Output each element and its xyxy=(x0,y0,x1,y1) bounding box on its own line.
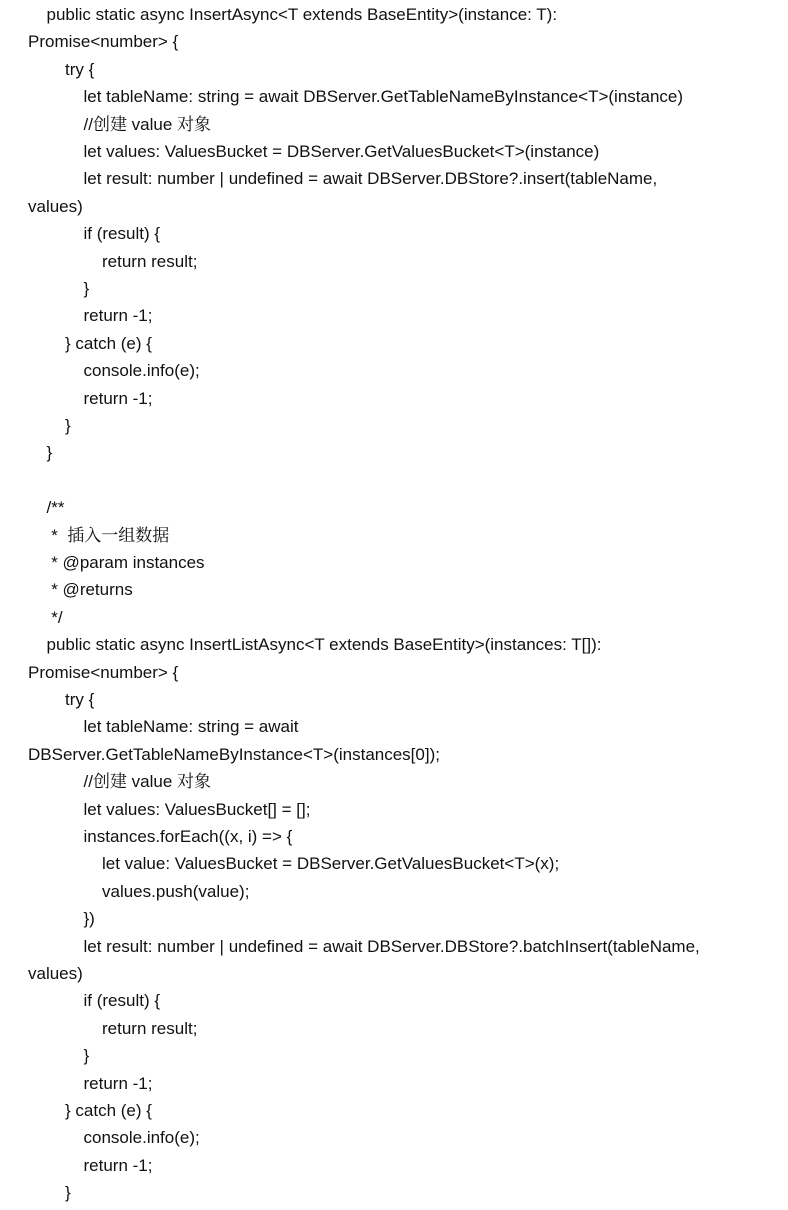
code-line: /** xyxy=(46,498,65,518)
code-line: values) xyxy=(28,964,83,983)
code-line: try { xyxy=(65,59,95,79)
code-line: console.info(e); xyxy=(83,361,200,381)
code-line: } xyxy=(65,416,71,435)
code-line: public static async InsertListAsync<T extends BaseEntity>(instances: T[]): xyxy=(46,635,602,655)
code-line: let tableName: string = await xyxy=(83,717,299,737)
code-line: DBServer.GetTableNameByInstance<T>(instances[0]); xyxy=(28,744,440,764)
code-line: return -1; xyxy=(83,1155,153,1175)
code-line: } catch (e) { xyxy=(65,1101,152,1120)
code-line: let values: ValuesBucket = DBServer.GetValuesBucket<T>(instance) xyxy=(83,142,600,161)
code-line: } xyxy=(83,279,90,298)
code-line: try { xyxy=(65,690,95,709)
code-line: }) xyxy=(83,909,95,929)
code-line: Promise<number> { xyxy=(28,662,179,682)
code-line: return -1; xyxy=(83,1073,153,1093)
code-line: let result: number | undefined = await DBServer.DBStore?.insert(tableName, xyxy=(83,169,658,189)
code-line: let values: ValuesBucket[] = []; xyxy=(83,799,311,819)
code-line: //创建 value 对象 xyxy=(83,772,212,792)
code-line: } catch (e) { xyxy=(65,333,152,353)
code-line: let result: number | undefined = await DBServer.DBStore?.batchInsert(tableName, xyxy=(83,936,700,956)
code-line: public static async InsertAsync<T extends BaseEntity>(instance: T): xyxy=(46,5,558,24)
code-line: */ xyxy=(46,607,63,627)
code-line: * @returns xyxy=(46,580,133,600)
code-line: instances.forEach((x, i) => { xyxy=(83,827,293,846)
code-line: return -1; xyxy=(83,306,153,326)
code-line: if (result) { xyxy=(83,224,161,244)
code-line: return result; xyxy=(102,251,198,271)
code-line: return result; xyxy=(102,1018,198,1038)
code-line: values.push(value); xyxy=(102,881,250,901)
code-line: //创建 value 对象 xyxy=(83,114,212,134)
code-line: values) xyxy=(28,196,83,216)
code-line: console.info(e); xyxy=(83,1128,200,1148)
code-line: } xyxy=(83,1046,90,1066)
code-line: Promise<number> { xyxy=(28,32,179,52)
code-line: } xyxy=(46,443,53,463)
code-line: * 插入一组数据 xyxy=(46,525,170,545)
code-line: let value: ValuesBucket = DBServer.GetValuesBucket<T>(x); xyxy=(102,854,560,874)
code-line: let tableName: string = await DBServer.GetTableNameByInstance<T>(instance) xyxy=(83,87,684,107)
code-line: } xyxy=(65,1183,71,1203)
code-line: * @param instances xyxy=(46,553,205,572)
code-line: if (result) { xyxy=(83,991,161,1011)
code-line: return -1; xyxy=(83,388,153,408)
